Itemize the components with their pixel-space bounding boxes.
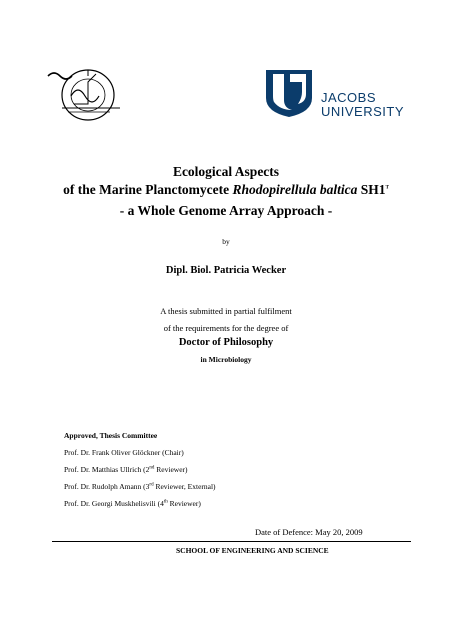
committee-member [64, 482, 216, 499]
committee-block [64, 431, 216, 516]
committee-member-name: Prof. Dr. Frank Oliver Glöckner (Chair) [64, 448, 184, 457]
committee-member [64, 448, 216, 465]
ordinal-superscript: nd [149, 465, 155, 471]
committee-member-name: Prof. Dr. Rudolph Amann (3 [64, 482, 150, 491]
defence-date: Date of Defence: May 20, 2009 [255, 527, 363, 537]
title-line-3: - a Whole Genome Array Approach - [119, 203, 333, 218]
submission-line-2: of the requirements for the degree of [163, 323, 289, 333]
ordinal-superscript: th [163, 499, 168, 505]
committee-member-role: Reviewer) [167, 499, 201, 508]
author-name: Dipl. Biol. Patricia Wecker [165, 265, 287, 276]
ordinal-superscript: rd [149, 482, 154, 488]
committee-member-role: Reviewer, External) [153, 482, 216, 491]
school-name: SCHOOL OF ENGINEERING AND SCIENCE [176, 546, 329, 555]
committee-member-role: Reviewer) [154, 465, 188, 474]
title-superscript: T [385, 185, 389, 191]
title-line-2-pre: of the Marine Planctomycete [63, 182, 233, 197]
jacobs-university-logo [262, 68, 412, 118]
title-line-2-post: SH1 [357, 182, 386, 197]
submission-line-1: A thesis submitted in partial fulfilment [160, 306, 292, 316]
by-label: by [222, 237, 230, 246]
title-line-1: Ecological Aspects [172, 164, 280, 179]
degree-name: Doctor of Philosophy [178, 337, 274, 348]
species-name: Rhodopirellula baltica [232, 182, 358, 197]
horizontal-rule [52, 541, 411, 542]
committee-heading: Approved, Thesis Committee [64, 431, 158, 440]
jacobs-word: JACOBS [321, 90, 377, 105]
marine-institute-logo-icon [44, 62, 124, 132]
jacobs-shield-logo-icon [262, 68, 316, 118]
committee-member-name: Prof. Dr. Matthias Ullrich (2 [64, 465, 150, 474]
title-line-2 [0, 182, 452, 198]
degree-field: in Microbiology [200, 355, 252, 364]
committee-member [64, 465, 216, 482]
university-word: UNIVERSITY [321, 104, 405, 119]
committee-member-name: Prof. Dr. Georgi Muskhelisvili (4 [64, 499, 164, 508]
committee-member [64, 499, 216, 516]
